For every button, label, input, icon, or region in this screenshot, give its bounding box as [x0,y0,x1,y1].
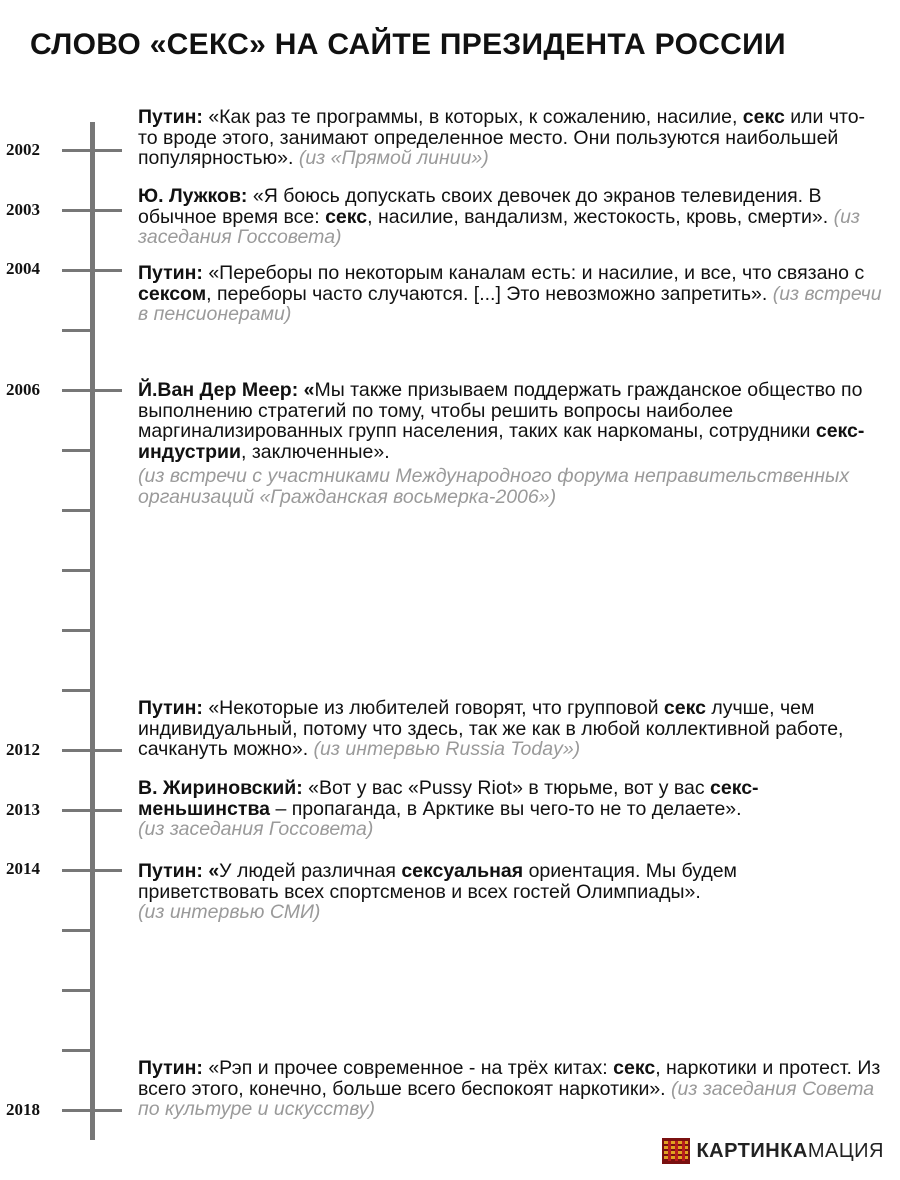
keyword: сексом [138,282,207,305]
quote-source: (из «Прямой линии») [293,147,489,169]
tick-2006 [62,389,122,392]
tick-2003 [62,209,122,212]
quote-source: (из встречи в пенсионерами) [138,282,882,325]
keyword: сексуальная [401,860,524,882]
keyword: секс [325,205,368,228]
quote-text: ориентация. Мы будем приветствовать всех спортсменов и всех гостей Олимпиады». [138,860,737,903]
quote-entry [138,861,883,923]
quote-source: (из встречи с участниками Международного форума неправительственных организаций «Гражданская восьмерка-2006») [138,465,850,508]
quote-entry [138,1058,883,1120]
year-label-2014: 2014 [6,859,40,878]
quote-text: лучше, чем индивидуальный, потому что здесь, так же как в любой коллективной работе, сачкануть можно». [138,697,844,760]
year-label-2006: 2006 [6,380,40,399]
tick-2012 [62,749,122,752]
tick-2007 [62,449,90,452]
speaker-name: Ю. Лужков: [138,185,248,207]
speaker-name: Путин: [138,262,203,284]
quote-text: , заключенные». [241,440,390,463]
quote-entry [138,380,883,507]
quote-text: «Как раз те программы, в которых, к сожалению, насилие, [202,106,743,128]
quote-text: , насилие, вандализм, жестокость, кровь, смерти». [367,205,829,228]
quote-text: , наркотики и протест. Из всего этого, конечно, больше всего беспокоят наркотики». [138,1057,881,1100]
year-label-2012: 2012 [6,740,40,759]
page-title: СЛОВО «СЕКС» НА САЙТЕ ПРЕЗИДЕНТА РОССИИ [30,28,786,61]
quote-text: У людей различная [219,860,402,882]
quote-text: или что-то вроде этого, занимают определенное место. Они пользуются наибольшей популярностью». [138,106,866,169]
speaker-name: Путин: [138,697,203,719]
keyword: секс-индустрии [138,420,865,463]
tick-2002 [62,149,122,152]
tick-2018 [62,1109,122,1112]
speaker-name: Й.Ван Дер Меер: « [138,379,315,401]
quote-entry [138,698,883,760]
keyword: секс [742,106,785,128]
quote-text: «Я боюсь допускать своих девочек до экранов телевидения. В обычное время все: [138,185,822,228]
quote-source: (из заседания Госсовета) [138,205,860,248]
keyword: секс-меньшинства [138,777,759,820]
quote-text: «Некоторые из любителей говорят, что групповой [202,697,664,719]
keyword: секс [663,697,706,719]
quote-source: (из заседания Совета по культуре и искусству) [138,1077,875,1120]
speaker-name: Путин: « [138,860,220,882]
quote-entry [138,263,883,325]
quote-source: (из интервью СМИ) [138,901,321,923]
tick-2011 [62,689,90,692]
tick-2004 [62,269,122,272]
quote-text: , переборы часто случаются. [...] Это невозможно запретить». [206,282,768,305]
speaker-name: Путин: [138,106,203,128]
quote-entry [138,107,883,169]
quote-entry [138,778,883,840]
quote-text: «Рэп и прочее современное - на трёх китах: [202,1057,614,1079]
tick-2014 [62,869,122,872]
tick-2013 [62,809,122,812]
quote-entry [138,186,883,248]
quote-text: «Переборы по некоторым каналам есть: и насилие, и все, что связано с [202,262,865,284]
year-label-2013: 2013 [6,800,40,819]
quote-source: (из интервью Russia Today») [308,738,581,760]
speaker-name: Путин: [138,1057,203,1079]
quote-text: – пропаганда, в Арктике вы чего-то не то делаете». [270,797,742,820]
speaker-name: В. Жириновский: [138,777,303,799]
brand-name-part2: МАЦИЯ [807,1139,884,1162]
brand-name-part1: КАРТИНКА [696,1139,808,1162]
year-label-2002: 2002 [6,140,40,159]
year-label-2003: 2003 [6,200,40,219]
stacked-bars-logo-icon [662,1138,690,1164]
quote-text: Мы также призываем поддержать гражданское общество по выполнению стратегий по тому, чтобы решить вопросы наиболее маргинализированных групп населения, таких как наркоманы, сотрудники [138,379,863,442]
year-label-2018: 2018 [6,1100,40,1119]
keyword: секс [613,1057,656,1079]
tick-2015 [62,929,90,932]
tick-2009 [62,569,90,572]
tick-2005 [62,329,90,332]
brand-name [696,1140,884,1163]
timeline-axis [90,122,95,1140]
tick-2008 [62,509,90,512]
quote-text: «Вот у вас «Pussy Riot» в тюрьме, вот у вас [302,777,711,799]
quote-source: (из заседания Госсовета) [138,818,374,840]
tick-2017 [62,1049,90,1052]
tick-2016 [62,989,90,992]
year-label-2004: 2004 [6,259,40,278]
tick-2010 [62,629,90,632]
brand-logo-block [662,1138,884,1164]
